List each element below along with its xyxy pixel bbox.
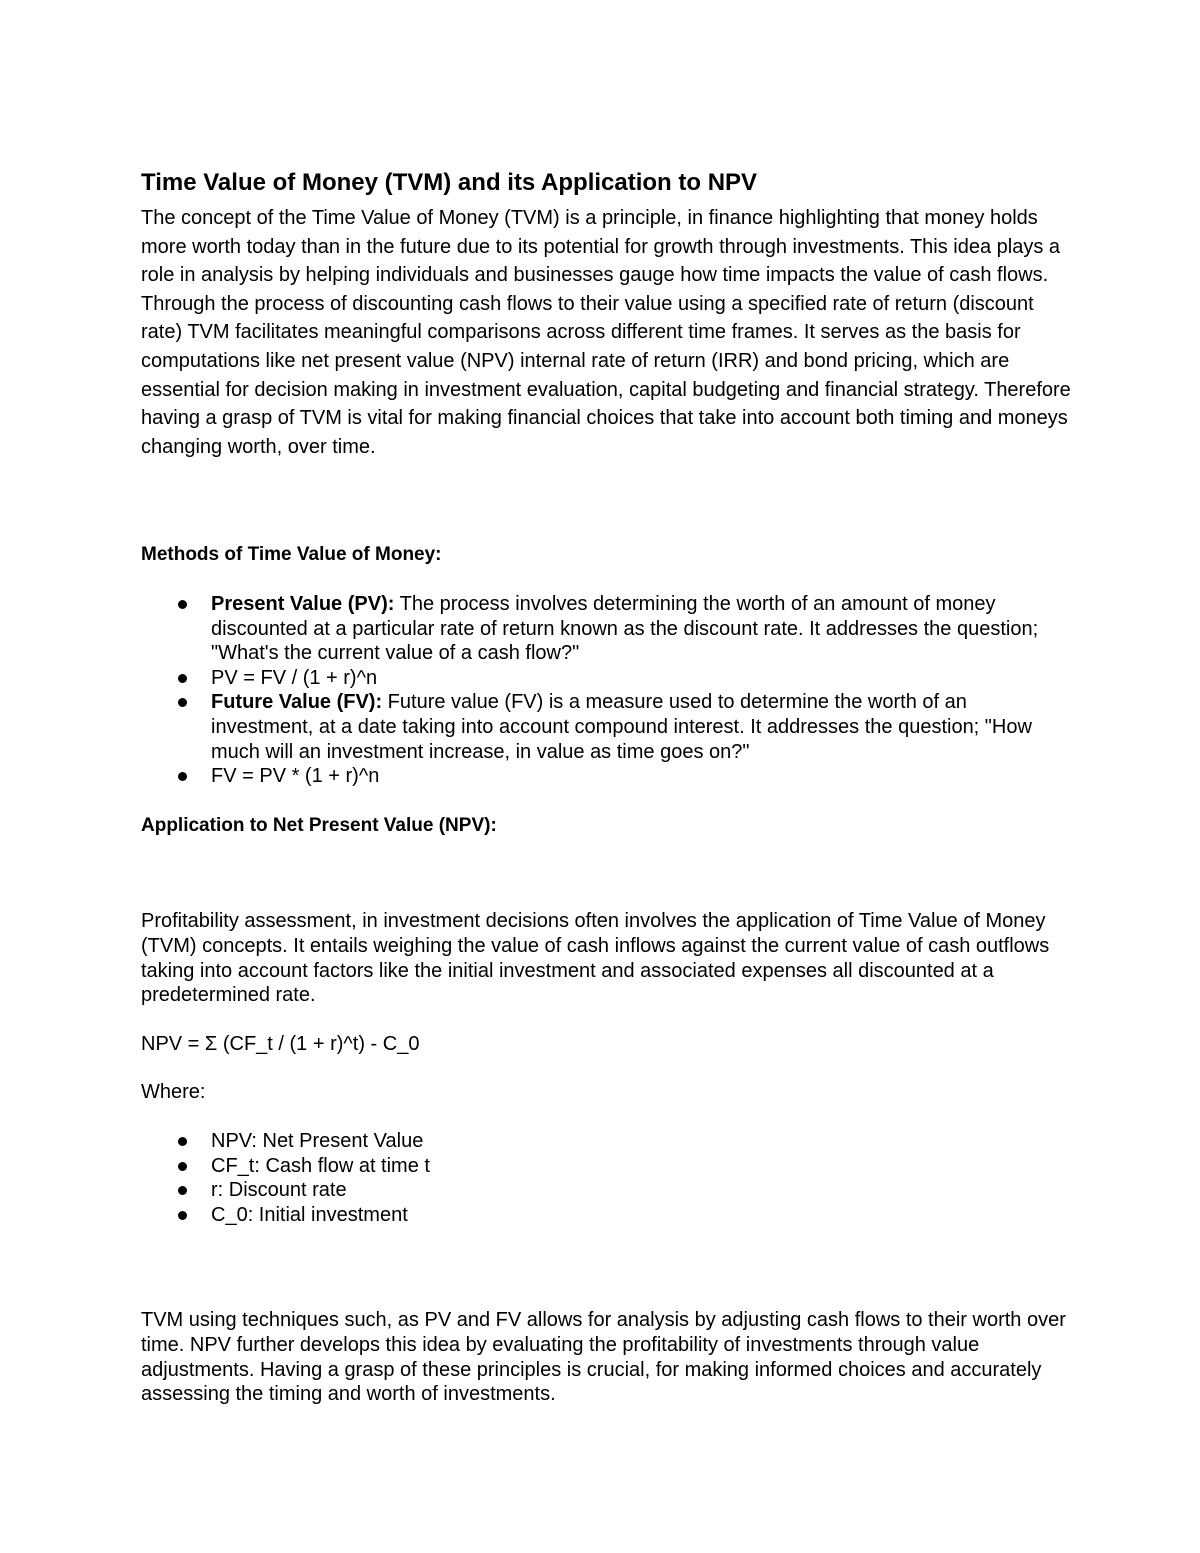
- bullet-icon: [178, 674, 187, 683]
- bullet-text: r: Discount rate: [211, 1179, 347, 1202]
- summary-paragraph: TVM using techniques such, as PV and FV allows for analysis by adjusting cash flows to their worth over time. NPV further develops this idea by evaluating the profitability of investments through value adjustments. Having a grasp of these principles is crucial, for making informed choices and accurately assessing the timing and worth of investments.: [141, 1309, 1066, 1406]
- list-item-fv-formula: [141, 764, 1071, 789]
- bullet-icon: [178, 698, 187, 707]
- list-item-r: [141, 1178, 1071, 1203]
- intro-paragraph: The concept of the Time Value of Money (TVM) is a principle, in finance highlighting that money holds more worth today than in the future due to its potential for growth through investments. This idea plays a role in analysis by helping individuals and businesses gauge how time impacts the value of cash flows. Through the process of discounting cash flows to their value using a specified rate of return (discount rate) TVM facilitates meaningful comparisons across different time frames. It serves as the basis for computations like net present value (NPV) internal rate of return (IRR) and bond pricing, which are essential for decision making in investment evaluation, capital budgeting and financial strategy. Therefore having a grasp of TVM is vital for making financial choices that take into account both timing and moneys changing worth, over time.: [141, 207, 1071, 458]
- list-item-present-value: [141, 592, 1071, 666]
- where-list: [141, 1129, 1071, 1227]
- bullet-text: Future value (FV) is a measure used to determine the worth of an investment, at a date taking into account compound interest. It addresses the question; "How much will an investment increase, in value as time goes on?": [211, 691, 1032, 763]
- bullet-icon: [178, 1162, 187, 1171]
- bullet-text: The process involves determining the worth of an amount of money discounted at a particular rate of return known as the discount rate. It addresses the question; "What's the current value of a cash flow?": [211, 593, 1039, 665]
- list-item-future-value: [141, 690, 1071, 764]
- methods-list: [141, 592, 1071, 789]
- list-item-c-0: [141, 1203, 1071, 1228]
- list-item-pv-formula: [141, 666, 1071, 691]
- npv-heading: Application to Net Present Value (NPV):: [141, 815, 497, 836]
- bullet-term: Present Value (PV):: [211, 593, 395, 615]
- bullet-icon: [178, 772, 187, 781]
- bullet-term: Future Value (FV):: [211, 691, 383, 714]
- list-item-npv: [141, 1129, 1071, 1154]
- bullet-icon: [178, 1211, 187, 1220]
- methods-heading: Methods of Time Value of Money:: [141, 544, 442, 565]
- bullet-text: PV = FV / (1 + r)^n: [211, 666, 378, 689]
- bullet-text: C_0: Initial investment: [211, 1203, 408, 1226]
- bullet-text: CF_t: Cash flow at time t: [211, 1154, 430, 1177]
- bullet-icon: [178, 600, 187, 609]
- document-title: Time Value of Money (TVM) and its Application to NPV: [141, 169, 758, 196]
- bullet-text: NPV: Net Present Value: [211, 1130, 424, 1152]
- npv-formula: NPV = Σ (CF_t / (1 + r)^t) - C_0: [141, 1033, 420, 1055]
- where-label: Where:: [141, 1081, 206, 1103]
- npv-paragraph: Profitability assessment, in investment decisions often involves the application of Time Value of Money (TVM) concepts. It entails weighing the value of cash inflows against the current value of cash outflows taking into account factors like the initial investment and associated expenses all discounted at a predetermined rate.: [141, 910, 1050, 1007]
- bullet-icon: [178, 1186, 187, 1195]
- list-item-cf-t: [141, 1154, 1071, 1179]
- bullet-text: FV = PV * (1 + r)^n: [211, 765, 380, 788]
- bullet-icon: [178, 1137, 187, 1146]
